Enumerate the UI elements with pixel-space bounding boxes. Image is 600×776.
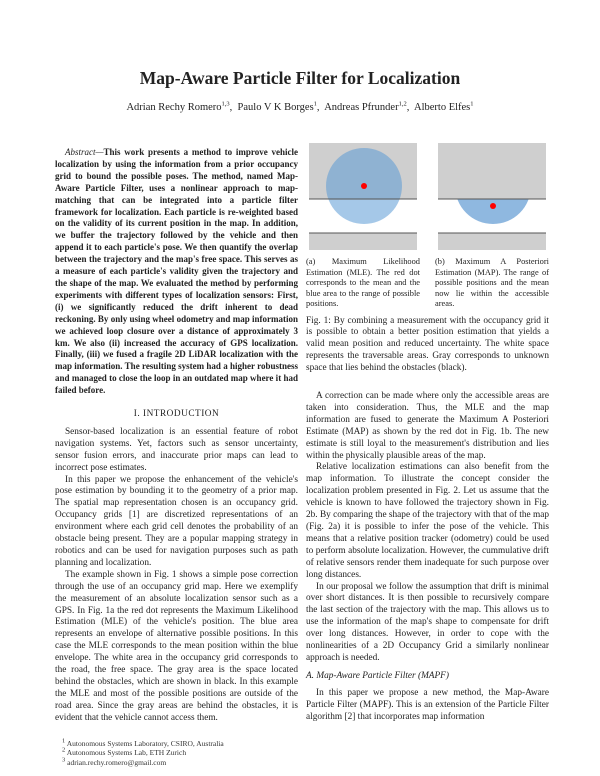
- figure-1a-mle: [309, 143, 417, 250]
- left-column: [55, 147, 298, 767]
- mean-dot: [490, 203, 496, 209]
- author: Paulo V K Borges$^1$: [237, 100, 317, 113]
- paragraph: The example shown in Fig. 1 shows a simple pose correction through the use of an occupancy grid map. Here we exemplify the measurement of an absolute localization sensor such as a GPS. In Fig. 1a the red dot represents the Maximum Likelihood Estimation (MLE) of the vehicle's position. The blue area represents an envelope of alternative possible positions. In this case the MLE corresponds to the mean position within the blue envelope. The white area in the occupancy grid corresponds to the road, the free space. The gray area is the space located behind the obstacles, which are shown in black. In this example the MLE and most of the possible positions are outside of the road area. Since the gray areas are behind the obstacles, it is evident that the vehicle cannot access them.: [55, 569, 298, 723]
- subsection-heading: A. Map-Aware Particle Filter (MAPF): [306, 670, 449, 681]
- author: Alberto Elfes$^1$: [414, 100, 474, 113]
- abstract: Abstract—This work presents a method to improve vehicle localization by using the information from a prior occupancy grid to bound the possible poses. The method, named Map-Aware Particle Filter, uses a nonlinear approach to map-matching that can be integrated into a particle filter framework for localization. Each particle is re-weighted based on the validity of its current position in the map. In addition, we buffer the trajectory followed by the vehicle and then append it to each particle's pose. We then quantify the overlap between the trajectory and the map's free space. This serves as a measure of each particle's validity given the trajectory and the shape of the map. We evaluated the method by performing experiments with different types of localization sensors: First, (i) we significantly reduced the drift inherent to dead reckoning. By only using wheel odometry and map information we achieved loop closure over a distance of approximately 3 km. We also (ii) increased the accuracy of GPS localization. Finally, (iii) we fused a fragile 2D LiDAR localization with the map information. The resulting system had a higher robustness and managed to close the loop in an outdated map where it had failed before.: [55, 147, 298, 396]
- footnote: $^3$ adrian.rechy.romero@gmail.com: [62, 756, 167, 767]
- right-column: [306, 143, 549, 724]
- paragraph: In our proposal we follow the assumption that drift is minimal over short distances. It is then possible to recursively compare the last section of the trajectory with the map. This allows us to use the information of the map's shape to compensate for drift over long distances. However, in order to cope with the nonlinearities of a 2D Occupancy Grid a similarly nonlinear approach is needed.: [306, 581, 549, 663]
- subfigure-b: [435, 143, 549, 310]
- paragraph: Relative localization estimations can also benefit from the map information. To illustrate the concept consider the localization problem presented in Fig. 2. Let us assume that the vehicle is known to have followed the trajectory shown in Fig. 2b. By comparing the shape of the trajectory with that of the map (Fig. 2a) it is possible to infer the pose of the vehicle. This means that a relative position tracker (odometry) could be used to perform absolute localization. However, the cummulative drift of relative sensors render them inadequate for such purpose over long distances.: [306, 462, 549, 580]
- footnote: $^1$ Autonomous Systems Laboratory, CSIRO, Australia: [62, 737, 224, 748]
- paragraph: In this paper we propose a new method, the Map-Aware Particle Filter (MAPF). This is an extension of the Particle Filter algorithm [2] that incorporates map information: [306, 687, 549, 722]
- section-heading: I. INTRODUCTION: [133, 409, 220, 420]
- paragraph: A correction can be made where only the accessible areas are taken into consideration. Thus, the MLE and the map information are fused to generate the Maximum A Posteriori Estimate (MAP) as shown by the red dot in Fig. 1b. The new estimate is still loyal to the measurement's distribution and lies within the physically plausible areas of the map.: [306, 391, 549, 461]
- author: Andreas Pfrunder$^{1,2}$: [324, 100, 407, 113]
- author-list: Adrian Rechy Romero$^{1,3}$, Paulo V K Borges$^1$, Andreas Pfrunder$^{1,2}$, Alberto Elfes$^1$: [126, 100, 474, 113]
- figure-1b-map: [438, 143, 546, 250]
- subcaption-a: (a) Maximum Likelihood Estimation (MLE). The red dot corresponds to the mean and the blue area to the range of possible positions.: [306, 257, 420, 308]
- subcaption-b: (b) Maximum A Posteriori Estimation (MAP). The range of possible positions and the mean now lie within the accessible areas.: [435, 257, 549, 308]
- paper-title: Map-Aware Particle Filter for Localization: [139, 68, 461, 88]
- figure-1: [306, 143, 549, 310]
- unknown-area: [309, 233, 417, 250]
- footnote: $^2$ Autonomous Systems Lab, ETH Zurich: [62, 746, 187, 758]
- subfigure-a: [306, 143, 420, 310]
- author: Adrian Rechy Romero$^{1,3}$: [126, 100, 230, 113]
- footnotes: [55, 739, 298, 768]
- figure-caption: Fig. 1: By combining a measurement with the occupancy grid it is possible to obtain a better position estimation that yields a valid mean position and reduced uncertainty. The white space represents the traversable areas. Gray corresponds to unknown space that lies behind the obstacles (black).: [306, 315, 549, 374]
- unknown-area: [438, 143, 546, 199]
- paragraph: In this paper we propose the enhancement of the vehicle's pose estimation by bounding it to the geometry of a prior map. The spatial map representation chosen is an occupancy grid. Occupancy grids [1] are discretized representations of an environment where each grid cell denotes the probability of an obstacle being present. They are a popular mapping strategy in robotics and can be used for navigation purposes such as path planning and localization.: [55, 474, 298, 568]
- unknown-area: [438, 233, 546, 250]
- mean-dot: [361, 183, 367, 189]
- paragraph: Sensor-based localization is an essential feature of robot navigation systems. Yet, factors such as sensor uncertainty, sensor fusion errors, and inaccurate prior maps can lead to incorrect pose estimates.: [55, 426, 298, 473]
